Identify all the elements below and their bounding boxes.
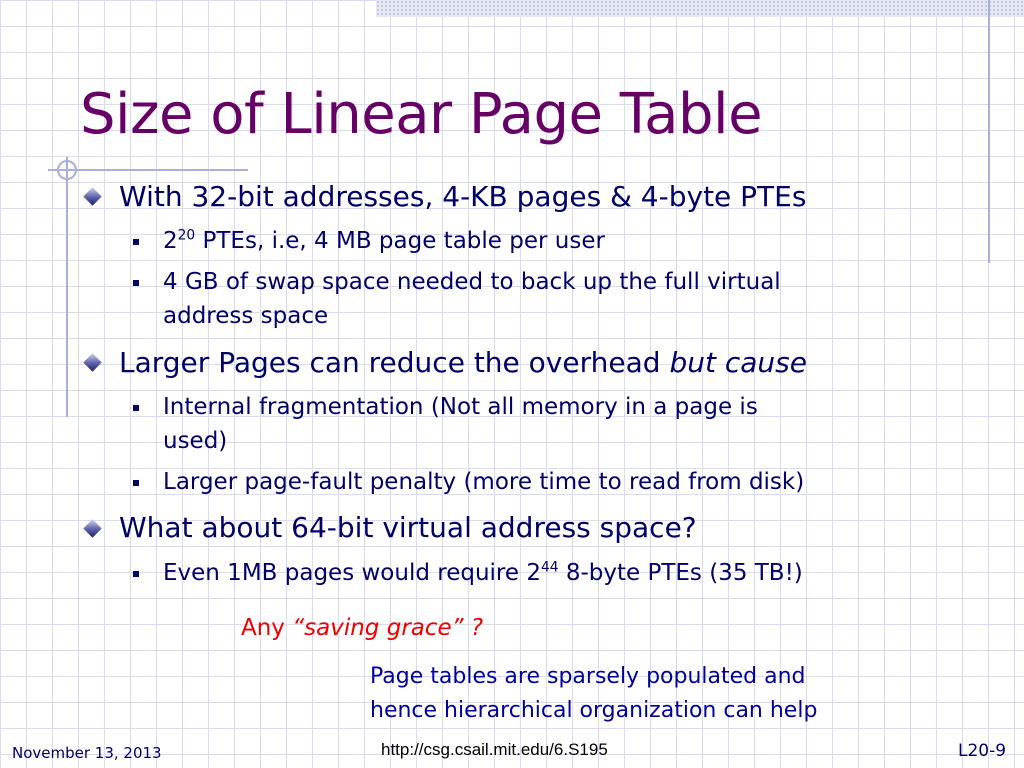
- answer-note: [370, 660, 817, 728]
- bullet-2-sub-1-line-2: used): [163, 428, 228, 454]
- square-bullet-icon: [133, 480, 139, 486]
- square-bullet-icon: [133, 405, 139, 411]
- answer-note-line-2: hence hierarchical organization can help: [370, 698, 818, 723]
- answer-note-line-1: Page tables are sparsely populated and: [370, 664, 806, 689]
- bullet-1-sub-2-line-1: 4 GB of swap space needed to back up the full virtual: [163, 269, 781, 295]
- bullet-1: With 32-bit addresses, 4-KB pages & 4-byte PTEs: [119, 180, 807, 213]
- diamond-bullet-icon: [83, 187, 101, 205]
- bullet-1-sub-1: $2^{20}$ PTEs, i.e, 4 MB page table per user: [163, 227, 605, 254]
- bullet-2-sub-2: Larger page-fault penalty (more time to read from disk): [163, 469, 805, 495]
- square-bullet-icon: [133, 280, 139, 286]
- square-bullet-icon: [133, 239, 139, 245]
- bullet-2-sub-1-line-1: Internal fragmentation (Not all memory in a page is: [163, 394, 758, 420]
- square-bullet-icon: [133, 571, 139, 577]
- bullet-3-sub-1: Even 1MB pages would require $2^{44}$ 8-byte PTEs (35 TB!): [163, 559, 803, 586]
- slide-number: L20-9: [958, 741, 1007, 761]
- diamond-bullet-icon: [83, 519, 101, 537]
- bullet-2: Larger Pages can reduce the overhead but cause: [119, 346, 807, 379]
- slide-title: Size of Linear Page Table: [80, 82, 763, 147]
- diamond-bullet-icon: [83, 353, 101, 371]
- footer-date: November 13, 2013: [12, 744, 162, 762]
- bullet-1-sub-2-line-2: address space: [163, 303, 329, 329]
- bullet-3: What about 64-bit virtual address space?: [119, 511, 697, 544]
- footer-url: http://csg.csail.mit.edu/6.S195: [381, 740, 608, 759]
- saving-grace-callout: Any “saving grace” ?: [241, 615, 484, 641]
